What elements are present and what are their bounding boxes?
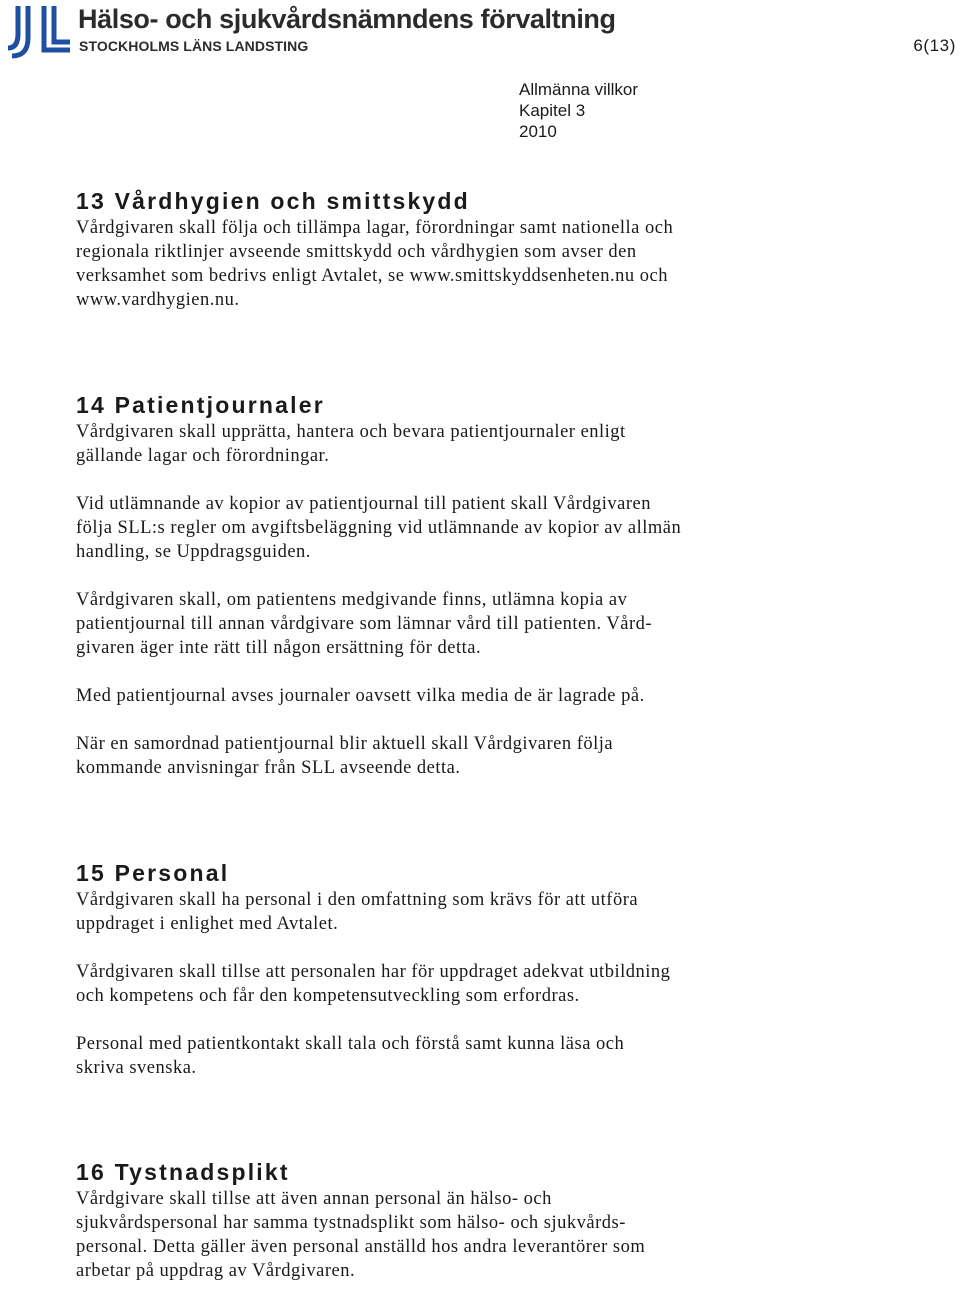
text-line: sjukvårdspersonal har samma tystnadsplikt som hälso- och sjukvårds-	[76, 1213, 626, 1233]
text-line: följa SLL:s regler om avgiftsbeläggning vid utlämnande av kopior av allmän	[76, 518, 682, 538]
section-heading: 16 Tystnadsplikt	[76, 1159, 290, 1185]
section-16	[76, 1157, 645, 1283]
text-line: regionala riktlinjer avseende smittskydd och vårdhygien som avser den	[76, 242, 637, 262]
paragraph	[76, 732, 681, 780]
text-line: arbetar på uppdrag av Vårdgivaren.	[76, 1261, 356, 1281]
text-line: Vårdgivaren skall tillse att personalen har för uppdraget adekvat utbildning	[76, 962, 671, 982]
text-line: Med patientjournal avses journaler oavsett vilka media de är lagrade på.	[76, 686, 645, 706]
text-line: givaren äger inte rätt till någon ersättning för detta.	[76, 638, 482, 658]
section-heading: 15 Personal	[76, 860, 230, 886]
org-name: Hälso- och sjukvårdsnämndens förvaltning	[78, 4, 616, 34]
text-line: Vid utlämnande av kopior av patientjournal till patient skall Vårdgivaren	[76, 494, 651, 514]
text-line: Vårdgivaren skall, om patientens medgivande finns, utlämna kopia av	[76, 590, 628, 610]
text-line: uppdraget i enlighet med Avtalet.	[76, 914, 339, 934]
text-line: Vårdgivaren skall följa och tillämpa lagar, förordningar samt nationella och	[76, 218, 674, 238]
text-line: verksamhet som bedrivs enligt Avtalet, se www.smittskyddsenheten.nu och	[76, 266, 668, 286]
section-heading: 14 Patientjournaler	[76, 392, 325, 418]
paragraph	[76, 1187, 645, 1283]
paragraph	[76, 492, 681, 564]
text-line: skriva svenska.	[76, 1058, 197, 1078]
paragraph	[76, 888, 670, 936]
doc-chapter: Kapitel 3	[519, 101, 586, 120]
text-line: gällande lagar och förordningar.	[76, 446, 330, 466]
text-line: patientjournal till annan vårdgivare som lämnar vård till patienten. Vård-	[76, 614, 653, 634]
paragraph	[76, 588, 681, 660]
text-line: Vårdgivaren skall ha personal i den omfattning som krävs för att utföra	[76, 890, 639, 910]
doc-title: Allmänna villkor	[519, 80, 639, 99]
paragraph	[76, 216, 673, 312]
sll-logo	[4, 4, 74, 60]
text-line: www.vardhygien.nu.	[76, 290, 240, 310]
paragraph	[76, 684, 681, 708]
org-subtitle: STOCKHOLMS LÄNS LANDSTING	[79, 38, 309, 54]
text-line: Vårdgivare skall tillse att även annan personal än hälso- och	[76, 1189, 552, 1209]
text-line: och kompetens och får den kompetensutveckling som erfordras.	[76, 986, 580, 1006]
text-line: Personal med patientkontakt skall tala och förstå samt kunna läsa och	[76, 1034, 625, 1054]
section-13	[76, 186, 673, 312]
paragraph	[76, 420, 681, 468]
paragraph	[76, 1032, 670, 1080]
text-line: Vårdgivaren skall upprätta, hantera och bevara patientjournaler enligt	[76, 422, 626, 442]
doc-year: 2010	[519, 122, 557, 141]
text-line: handling, se Uppdragsguiden.	[76, 542, 311, 562]
text-line: När en samordnad patientjournal blir aktuell skall Vårdgivaren följa	[76, 734, 614, 754]
page-number: 6(13)	[913, 36, 956, 55]
paragraph	[76, 960, 670, 1008]
section-15	[76, 858, 670, 1080]
section-heading: 13 Vårdhygien och smittskydd	[76, 188, 470, 214]
text-line: kommande anvisningar från SLL avseende detta.	[76, 758, 461, 778]
document-meta	[519, 79, 638, 142]
text-line: personal. Detta gäller även personal anställd hos andra leverantörer som	[76, 1237, 646, 1257]
section-14	[76, 390, 681, 780]
